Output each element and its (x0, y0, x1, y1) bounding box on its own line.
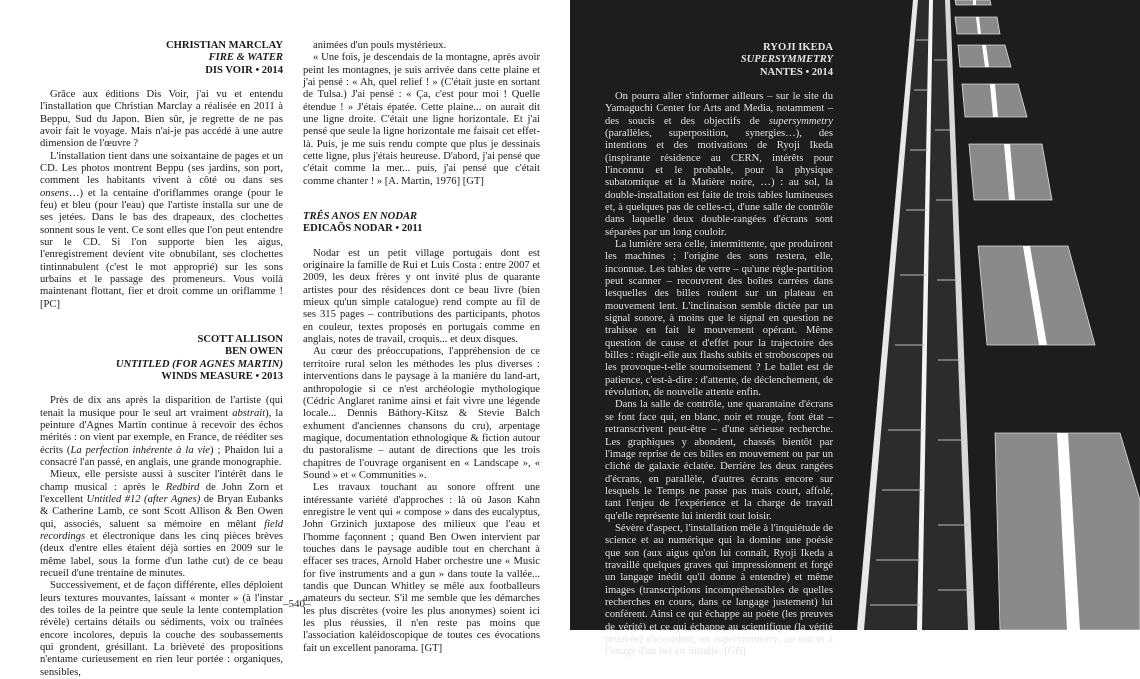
text-run: ), la peinture d'Agnes Martin continue à recevoir des échos mérités : on vient par exemple, en France, de rééditer ses écrits ( (40, 407, 283, 456)
installation-photo (840, 0, 1140, 630)
paragraph (303, 40, 540, 52)
paragraph (40, 151, 283, 311)
artist-name: RYOJI IKEDA (763, 42, 833, 53)
artist-name: BEN OWEN (225, 346, 283, 358)
italic-text: Untitled #12 (after Agnes) (86, 494, 201, 506)
work-title: TRÊS ANOS EN NODAR (303, 211, 418, 223)
text-run: Nodar est un petit village portugais dont est originaire la famille de Rui et Luis Costa : entre 2007 et 2009, les deux frères y ont invité plus de quarante artistes pour des résidences dont ce beau livre (bien mieux qu'un simple catalogue) rend compte au fil de ses 315 pages – contributions des participants, photos en couleur, textes proposés en portugais comme en anglais, notes de travail, croquis... et deux disques. (303, 247, 540, 346)
italic-text: La perfection inhérente à la vie (70, 444, 210, 456)
review-header-allison-owen (40, 334, 283, 383)
text-run: de Bryan Eubanks & Catherine Lamb, ce sont Scott Allison & Ben Owen qui, associés, saluent sa mémoire en mêlant (40, 494, 284, 530)
review-header-marclay (40, 40, 283, 77)
column-1 (40, 40, 283, 679)
italic-text: supersymmetry (713, 634, 779, 646)
review-header-ikeda (605, 42, 833, 79)
text-run: Successivement, et de façon différente, elles déploient leurs textures mouvantes, laissant « monter » (à l'instar des toiles de la peintre que seule la lente contemplation révèle) certains détails ou sédiments, voix ou traînées encore incolores, depuis la couche des soubassements qui grondent, grésillant. La brièveté des propositions n'entame curieusement en rien leur portée : organiques, sensibles, (40, 580, 283, 678)
text-run: On pourra aller s'informer ailleurs – sur le site du Yamaguchi Center for Arts and Media, notamment – des soucis et des objectifs de (605, 90, 833, 127)
work-title: UNTITLED (FOR AGNES MARTIN) (115, 358, 283, 370)
paragraph (605, 239, 833, 399)
text-run: L'installation tient dans une soixantaine de pages et un CD. Les photos montrent Beppu (ses jardins, son port, comment les habitants vivent à côté ou dans ses (40, 150, 283, 187)
text-run: La lumière sera celle, intermittente, que produiront les machines ; l'origine des sons restera, elle, inconnue. Les tables de verre – qu'une règle-partition peut scanner – recouvrent des boîtes carrées dans lesquelles des billes roulent sur un plateau en mouvement lent. L'inclinaison semble dictée par un signal sonore, à moins que le signal en question ne trahisse en fait le mouvement opérant. Même question de cause et d'effet pour la trajectoire des billes : réagit-elle aux flashs subits et stroboscopes ou les provoque-t-elle sournoisement ? Le ballet est de patience, c'est-à-dire : d'attente, de déclenchement, de révolution, de nouvelle attente enfin. (605, 239, 833, 399)
text-run: et électronique dans les cinq pièces brèves (deux d'entre elles étaient déjà sorties en 2009 sur le même label, sous la forme d'un lathe cut) de ce beau recueil d'une trentaine de minutes. (40, 531, 283, 580)
artist-name: SCOTT ALLISON (197, 334, 283, 346)
text-run: Dans la salle de contrôle, une quarantaine d'écrans se font face qui, en blanc, noir et rouge, font état – retranscrivent peut-être – d'une sérieuse recherche. Les graphiques y abondent, chassés bientôt par l'image reprise de ces billes en mouvement ou par un cliché de galaxie éclatée. Derrière les deux rangées d'écrans, en parallèle, d'autres écrans encore sur lesquels le Temps ne passe pas mais court, affolé, tant l'enjeu de l'expérience et la charge de travail qu'elle représente lui interdit tout loisir. (605, 399, 833, 522)
text-run: …) et la centaine d'oriflammes orange (pour le feu) et bleu (pour l'eau) que l'artiste installa sur une de ses jetées. Dans le bas des drapeaux, des clochettes sonnent sous le vent. Ce sont elles que l'on peut entendre sur le CD. Si l'on supporte bien les aigus, l'enregistrement devient vite obnubilant, ses clochettes tintinnabulent (c'est le mot approprié) sur les sons urbains et le passage des promeneurs. Vous voilà maintenant flottant, fier et droit comme un oriflamme ! [PC] (40, 187, 283, 310)
text-run: animées d'un pouls mystérieux. (313, 40, 447, 51)
review-body-continuation (303, 40, 540, 188)
text-run: Sévère d'aspect, l'installation mêle à l'inquiétude de science et au numérique qui la domine une poésie que son (aux aigus qu'on lui connaît, Ryoji Ikeda a travaillé quelques graves qui impressionnent et forgé un langage inédit qu'il donne à entendre) et même images (transcriptions incompréhensibles de quelles recherches en cours, dans ce langage justement) lui confèrent. Ainsi ce qui échappe au poète (les preuves de vérité) et ce qui échappe au scientifique (la vérité prouvée) s'accordent, en (605, 522, 833, 646)
column-3 (605, 42, 833, 659)
label-year: NANTES • 2014 (759, 66, 833, 78)
review-header-nodar (303, 211, 540, 236)
text-run: Grâce aux éditions Dis Voir, j'ai vu et entendu l'installation que Christian Marclay a réalisée en 2011 à Beppu, Sud du Japon. Bien sûr, je regrette de ne pas avoir fait le voyage. Mais n'ai-je pas accédé à une autre dimension de l'œuvre ? (40, 88, 283, 150)
review-body-nodar (303, 248, 540, 655)
paragraph (303, 248, 540, 347)
text-run: , au son et à l'image d'un bel art installé. [GB] (605, 634, 833, 658)
italic-text: abstrait (232, 407, 266, 419)
label-year: WINDS MEASURE • 2013 (161, 370, 283, 382)
review-body-allison-owen (40, 395, 283, 679)
paragraph (605, 91, 833, 239)
text-run: « Une fois, je descendais de la montagne, après avoir peint les montagnes, je suis arrivée dans cette plaine et j'ai pensé : « Ah, quel relief ! » (C'était juste en sortant de Tulsa.) J'ai pensé : « Ça, c'est pour moi ! Quelle étendue ! » J'étais épatée. Cette plaine... on aurait dit une ligne droite. C'était une ligne horizontale. Et j'ai pensé que seule la ligne horizontale me faisait cet effet-là. Puis, je me suis rendu compte que plus je dessinais cette ligne, plus j'étais heureuse. D'abord, j'ai pensé que c'était comme la mer... puis, j'ai pensé que c'était comme chanter ! » [A. Martin, 1976] [GT] (303, 52, 540, 187)
column-2 (303, 40, 540, 655)
text-run: Au cœur des préoccupations, l'appréhension de ce territoire rural selon les méthodes les plus diverses : interventions dans le paysage à la manière du land-art, anthropologie si ce n'est archéologie mythologique (Cédric Anglaret ranime ainsi et fait vivre une légende locale... Dennis Báthory-Kitsz & Stevie Balch exhument d'anciennes chansons du cru), arpentage magique, documentation ethnologique & fiction autour du pastoralisme – autant de directions que les trois chapitres de l'ouvrage organisent en « Landscape », « Sound » et « Communities ». (303, 346, 540, 481)
text-run: ) ; Phaidon lui a consacré l'an passé, en anglais, une grande monographie. (40, 444, 283, 468)
paragraph (303, 346, 540, 482)
italic-text: supersymmetry (768, 115, 833, 127)
italic-text: onsens (40, 187, 69, 199)
paragraph (40, 469, 283, 580)
text-run: (parallèles, superposition, synergies…), des intentions et des motivations de Ryoji Ikeda (inspirante résidence au CERN, intérêts pour l'inconnu et le probable, pour la physique subatomique et la Matière noire, …) : au sol, la double-installation est faite de trois tables lumineuses et, à quelques pas de celles-ci, d'une salle de contrôle dans laquelle deux double-rangées d'écrans sont séparées par un long couloir. (605, 127, 833, 238)
left-page (0, 0, 570, 678)
paragraph (303, 52, 540, 188)
paragraph (40, 395, 283, 469)
work-title: FIRE & WATER (208, 52, 283, 64)
paragraph (605, 523, 833, 659)
italic-text: field recordings (40, 518, 283, 543)
paragraph (40, 89, 283, 151)
work-title: SUPERSYMMETRY (740, 54, 833, 66)
label-year: EDICAÕS NODAR • 2011 (303, 223, 423, 235)
review-body-marclay (40, 89, 283, 311)
label-year: DIS VOIR • 2014 (205, 64, 283, 76)
paragraph (605, 399, 833, 522)
page-number: –540– (283, 598, 311, 610)
text-run: Près de dix ans après la disparition de l'artiste (qui tenait la musique pour le seul art vraiment (40, 395, 283, 419)
artist-name: CHRISTIAN MARCLAY (165, 40, 283, 51)
text-run: Mieux, elle persiste aussi à susciter l'intérêt dans le champ musical : après le (40, 469, 283, 493)
review-body-ikeda (605, 91, 833, 659)
paragraph (303, 482, 540, 655)
text-run: de John Zorn et l'excellent (40, 481, 283, 506)
text-run: Les travaux touchant au sonore offrent une intéressante variété d'approches : là où Jason Kahn enregistre le vent qui « compose » dans des eucalyptus, John Grzinich juxtapose des milieux que l'eau et l'homme façonnent ; quand Ben Owen intervient par touches dans le paysage audible tout en cherchant à effacer ses traces, Arnold Haber orchestre une « Music for five instruments and a gun » dans toute la vallée... tandis que Duncan Whitley se mêle aux footballeurs amateurs du secteur. S'il me semble que les démarches les plus discrètes (voire les plus anonymes) soient ici les plus réussies, il n'en reste pas moins que l'association kaléidoscopique de toutes ces évocations fait un excellent panorama. [GT] (303, 482, 540, 654)
italic-text: Redbird (165, 481, 200, 493)
